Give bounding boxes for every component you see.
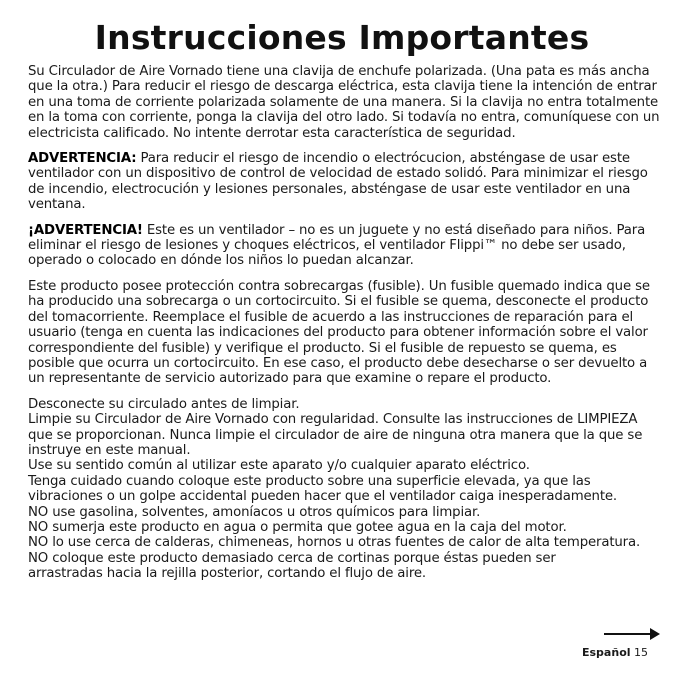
instructions-body bbox=[28, 64, 660, 582]
right-arrow-icon bbox=[604, 626, 660, 642]
list-item: NO use gasolina, solventes, amoníacos u otros químicos para limpiar. bbox=[28, 504, 481, 520]
warning-text: Este es un ventilador – no es un juguete y no está diseñado para niños. Para eliminar el riesgo de lesiones y choques eléctricos, el ventilador Flippi™ no debe ser usado, operado o colocado en dónde los niños lo puedan alcanzar. bbox=[28, 222, 646, 269]
warning-paragraph-1 bbox=[28, 151, 660, 213]
language-label: Español bbox=[582, 646, 631, 659]
list-item: Desconecte su circulado antes de limpiar. bbox=[28, 396, 300, 412]
list-item: NO coloque este producto demasiado cerca de cortinas porque éstas pueden ser arrastradas hacia la rejilla posterior, cortando el flujo de aire. bbox=[28, 550, 556, 582]
warning-label: ¡ADVERTENCIA! bbox=[28, 222, 143, 238]
polarized-plug-paragraph: Su Circulador de Aire Vornado tiene una clavija de enchufe polarizada. (Una pata es más ancha que la otra.) Para reducir el riesgo de descarga eléctrica, esta clavija tiene la intención de entrar en una toma de corriente polarizada solamente de una manera. Si la clavija no entra totalmente en la toma con corriente, ponga la clavija del otro lado. Si todavía no entra, comuníquese con un electricista calificado. No intente derrotar esta característica de seguridad. bbox=[28, 64, 660, 141]
list-item: NO sumerja este producto en agua o permita que gotee agua en la caja del motor. bbox=[28, 519, 567, 535]
fuse-paragraph: Este producto posee protección contra sobrecargas (fusible). Un fusible quemado indica que se ha producido una sobrecarga o un cortocircuito. Si el fusible se quema, desconecte el producto del tomacorriente. Reemplace el fusible de acuerdo a las instrucciones de reparación para el usuario (tenga en cuenta las indicaciones del producto para obtener información sobre el valor correspondiente del fusible) y verifique el producto. Si el fusible de repuesto se quema, es posible que ocurra un cortocircuito. En ese caso, el producto debe desecharse o ser devuelto a un representante de servicio autorizado para que examine o repare el producto. bbox=[28, 278, 650, 387]
page-number: 15 bbox=[634, 646, 649, 659]
list-item: NO lo use cerca de calderas, chimeneas, hornos u otras fuentes de calor de alta temperatura. bbox=[28, 535, 641, 551]
warning-text: Para reducir el riesgo de incendio o electrócucion, absténgase de usar este ventilador con un dispositivo de control de velocidad de estado solidó. Para minimizar el riesgo de incendio, electrocución y lesiones personales, absténgase de usar este ventilador en una ventana. bbox=[28, 151, 648, 213]
list-item: Limpie su Circulador de Aire Vornado con regularidad. Consulte las instrucciones de LIMPIEZA que se proporcionan. Nunca limpie el circulador de aire de ninguna otra manera que la que se instruye en este manual. bbox=[28, 412, 643, 458]
page-label bbox=[582, 646, 648, 660]
page-footer bbox=[582, 624, 662, 664]
list-item: Use su sentido común al utilizar este aparato y/o cualquier aparato eléctrico. bbox=[28, 458, 530, 474]
warning-label: ADVERTENCIA: bbox=[28, 151, 137, 167]
list-item: Tenga cuidado cuando coloque este producto sobre una superficie elevada, ya que las vibraciones o un golpe accidental pueden hacer que el ventilador caiga inesperadamente. bbox=[28, 473, 617, 505]
warning-paragraph-2 bbox=[28, 223, 660, 269]
page-title: Instrucciones Importantes bbox=[94, 18, 590, 57]
safety-list bbox=[28, 397, 660, 582]
